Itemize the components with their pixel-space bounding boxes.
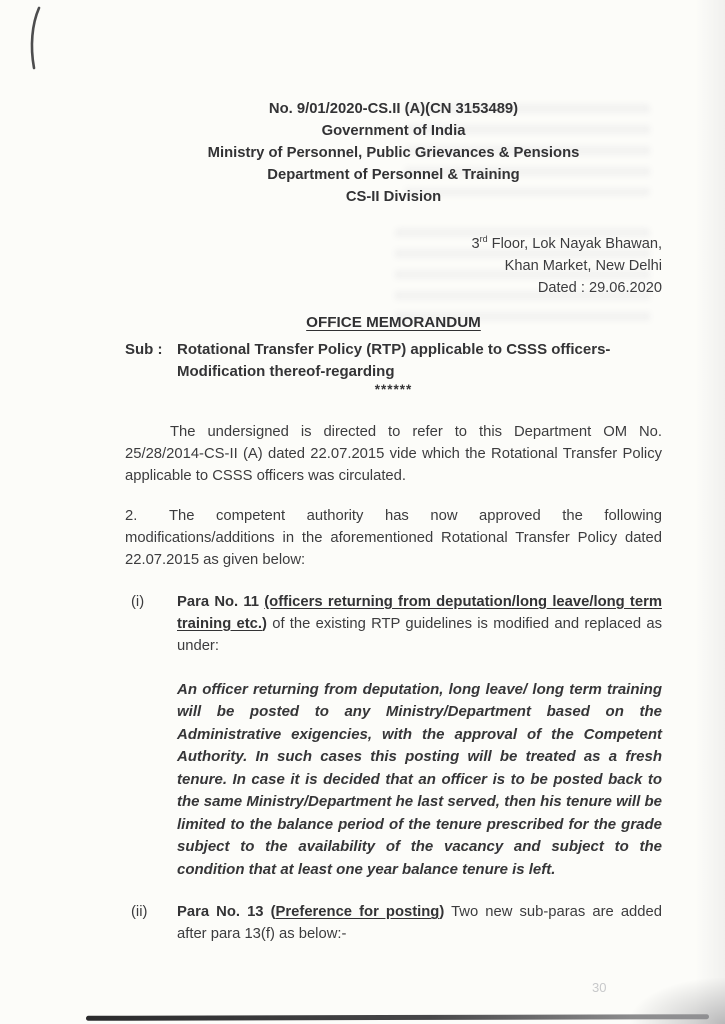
paragraph-1: The undersigned is directed to refer to this Department OM No. 25/28/2014-CS-II (A) dated 22.07.2015 vide which the Rotational Transfer Policy applicable to CSSS officers was circulated.: [125, 423, 662, 484]
list-item-ii-text: [177, 901, 662, 945]
scan-bottom-edge: [86, 1014, 709, 1021]
date-line: Dated : 29.06.2020: [537, 279, 662, 296]
reference-number: No. 9/01/2020-CS.II (A)(CN 3153489): [268, 101, 519, 117]
document-title: OFFICE MEMORANDUM: [306, 313, 481, 331]
list-item-i-marker: (i): [131, 593, 145, 610]
header-line-government: Government of India: [321, 123, 466, 139]
list-item-ii-marker: (ii): [131, 904, 148, 921]
header-line-department: Department of Personnel & Training: [267, 167, 520, 183]
list-item-i-underlined: (officers returning from deputation/long leave/long term training etc.: [177, 593, 662, 632]
list-item-ii-rest: Two new sub-paras are added after para 13(f) as below:-: [177, 904, 662, 943]
list-item-i-rest: of the existing RTP guidelines is modified and replaced as under:: [177, 615, 662, 654]
separator-stars: ******: [374, 381, 413, 397]
title-wrap: [125, 314, 662, 332]
list-item-i: [125, 591, 662, 657]
paragraph-2-text: The competent authority has now approved the following modifications/additions in the aforementioned Rotational Transfer Policy dated 22.07.2015 as given below:: [125, 507, 662, 568]
subject-label: Sub :: [125, 340, 163, 358]
list-item-i-text: [177, 591, 662, 657]
address-line-2: Khan Market, New Delhi: [504, 257, 662, 274]
paragraph-2-number: 2.: [125, 507, 138, 524]
subject-block: [125, 339, 662, 383]
scan-edge-shade: [695, 0, 725, 1024]
address-floor-number: 3: [471, 235, 480, 252]
list-item-ii-bold-suffix: ): [439, 904, 445, 921]
list-item-ii-underlined: Preference for posting: [275, 904, 440, 921]
address-line-1: [125, 228, 662, 255]
list-item-i-bold-prefix: Para No. 11: [177, 593, 265, 610]
document-content: [125, 98, 662, 945]
subject-line-2: Modification thereof-regarding: [177, 362, 395, 380]
page-number: 30: [592, 980, 607, 995]
list-item-i-bold-suffix: ): [262, 615, 267, 632]
subject-line-1: Rotational Transfer Policy (RTP) applicable to CSSS officers-: [177, 340, 611, 358]
quoted-provision: An officer returning from deputation, long leave/ long term training will be posted to any Ministry/Department based on the Administrative exigencies, with the approval of the Competent Authority. In such cases this posting will be treated as a fresh tenure. In case it is decided that an officer is to be posted back to the same Ministry/Department he last served, then his tenure will be limited to the balance period of the tenure prescribed for the grade subject to the availability of the vacancy and subject to the condition that at least one year balance tenure is left.: [177, 680, 662, 878]
address-ordinal-suffix: rd: [479, 234, 488, 244]
address-line-1-rest: Floor, Lok Nayak Bhawan,: [487, 235, 662, 252]
pen-mark: [24, 6, 46, 72]
list-item-ii-bold-prefix: Para No. 13 (: [177, 904, 276, 921]
list-item-ii: [125, 901, 662, 945]
paragraph-2: [125, 505, 662, 571]
subject-text: [177, 339, 662, 383]
header-line-ministry: Ministry of Personnel, Public Grievances & Pensions: [207, 145, 580, 161]
address-block: [125, 228, 662, 299]
header-line-division: CS-II Division: [345, 189, 442, 205]
